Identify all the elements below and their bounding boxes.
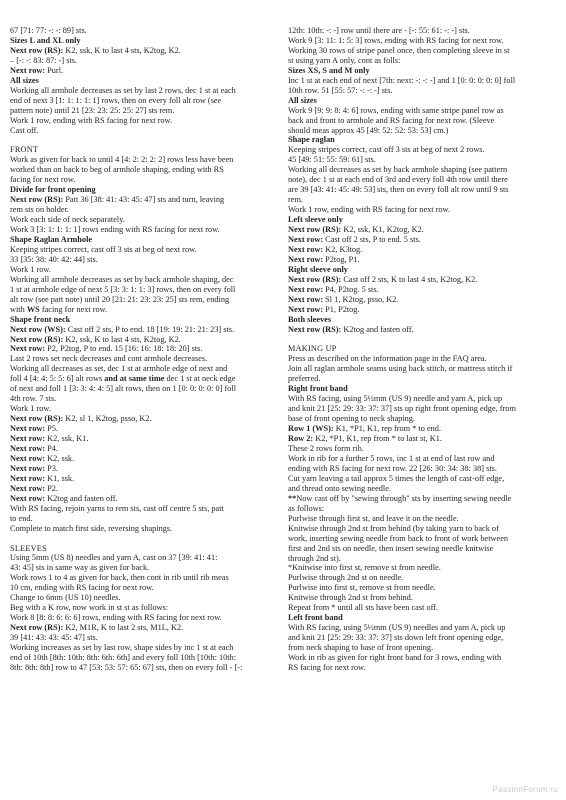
bold-text: Next row (RS):: [10, 195, 66, 205]
bold-text: Next row (RS):: [288, 274, 344, 284]
text-line: [288, 106, 552, 116]
line-text: dec 1 st at neck edge: [164, 374, 236, 384]
text-line: [10, 235, 274, 245]
text-line: [288, 583, 552, 593]
text-line: [288, 394, 552, 404]
line-text: facing for next row.: [10, 175, 76, 185]
text-line: [10, 354, 274, 364]
bold-text: All sizes: [10, 75, 39, 85]
text-line: [288, 464, 552, 474]
text-line: [288, 275, 552, 285]
text-line: [10, 255, 274, 265]
bold-text: Next row:: [288, 235, 326, 245]
text-line: [10, 524, 274, 534]
line-text: Last 2 rows set neck decreases and cont armhole decreases.: [10, 354, 208, 364]
text-line: [10, 335, 274, 345]
line-text: Work 1 row, ending with RS facing for next row.: [10, 115, 173, 125]
line-text: back and front to armhole and RS facing for next row. (Sleeve: [288, 115, 495, 125]
line-text: 10 cm, ending with RS facing for next row.: [10, 583, 154, 593]
bold-text: Next row:: [288, 294, 326, 304]
line-text: P2.: [47, 483, 59, 493]
text-line: [288, 573, 552, 583]
text-line: [288, 205, 552, 215]
line-text: Work 9 [9: 9: 8: 4: 6] rows, ending with same stripe panel row as: [288, 105, 504, 115]
bold-text: Next row:: [10, 453, 48, 463]
text-line: [10, 165, 274, 175]
text-line: [288, 126, 552, 136]
text-line: [288, 474, 552, 484]
text-line: [288, 623, 552, 633]
line-text: Purlwise through 2nd st on needle.: [288, 573, 404, 583]
line-text: Working increases as set by last row, shape sides by inc 1 st at each: [10, 643, 234, 653]
line-text: and knit 21 [25: 29: 33: 37: 37] sts up right front opening edge, from: [288, 404, 516, 414]
text-line: [10, 285, 274, 295]
bold-text: Right sleeve only: [288, 264, 348, 274]
line-text: *Knitwise into first st, remove st from needle.: [288, 563, 441, 573]
text-line: [288, 155, 552, 165]
text-line: [10, 474, 274, 484]
line-text: 33 [35: 38: 40: 42: 44] sts.: [10, 254, 98, 264]
line-text: P1, P2tog.: [325, 304, 360, 314]
text-line: [10, 563, 274, 573]
text-line: [10, 663, 274, 673]
bold-text: Next row (RS):: [10, 414, 66, 424]
line-text: With RS facing, rejoin yarns to rem sts, cast off centre 5 sts, patt: [10, 503, 224, 513]
text-line: [288, 285, 552, 295]
text-line: [288, 444, 552, 454]
bold-text: Next row (RS):: [10, 334, 66, 344]
text-line: [288, 484, 552, 494]
text-line: [10, 613, 274, 623]
line-text: are 39 [43: 41: 45: 49: 53] sts, then on every foll alt row until 9 sts: [288, 185, 509, 195]
line-text: Keeping stripes correct, cast off 3 sts at beg of next 2 rows.: [288, 145, 485, 155]
bold-text: Both sleeves: [288, 314, 332, 324]
bold-text: **: [288, 493, 297, 503]
text-line: [10, 573, 274, 583]
line-text: Knitwise through 2nd st from behind.: [288, 593, 413, 603]
text-line: [288, 295, 552, 305]
line-text: Work each side of neck separately.: [10, 215, 125, 225]
line-text: SLEEVES: [10, 543, 47, 553]
text-line: [10, 374, 274, 384]
line-text: 8th: 8th: 8th] row to 47 [53: 53: 57: 65: 67] sts, then on every foll - [-:: [10, 662, 243, 672]
line-text: Working all armhole decreases as set by last 2 rows, dec 1 st at each: [10, 85, 236, 95]
line-text: Now cast off by "sewing through" sts by inserting sewing needle: [296, 493, 512, 503]
text-line: [288, 36, 552, 46]
line-text: K1, *P1, K1, rep from * to end.: [335, 424, 442, 434]
text-line: [10, 653, 274, 663]
line-text: Cast off 2 sts, K to last 4 sts, K2tog, K2.: [343, 274, 478, 284]
text-line: [10, 205, 274, 215]
line-text: Work 8 [8: 8: 6: 6: 6] rows, ending with RS facing for next row.: [10, 613, 222, 623]
line-text: Working all decreases as set, dec 1 st at armhole edge of next and: [10, 364, 228, 374]
bold-text: Row 2:: [288, 434, 316, 444]
line-text: P2, P2tog, P to end. 15 [16: 16: 18: 18: 20] sts.: [47, 344, 203, 354]
text-line: [288, 66, 552, 76]
text-line: [288, 544, 552, 554]
bold-text: Left front band: [288, 613, 343, 623]
bold-text: Next row:: [10, 424, 48, 434]
text-line: [10, 504, 274, 514]
text-line: [288, 86, 552, 96]
text-line: [288, 384, 552, 394]
text-line: [10, 116, 274, 126]
line-text: K2, ssk, K to last 4 sts, K2tog, K2.: [65, 45, 181, 55]
line-text: from neck shaping to base of front opening.: [288, 643, 434, 653]
line-text: Work rows 1 to 4 as given for back, then cont in rib until rib meas: [10, 573, 229, 583]
text-line: [10, 56, 274, 66]
text-line: [10, 305, 274, 315]
line-text: K2, K3tog.: [325, 244, 363, 254]
bold-text: Divide for front opening: [10, 185, 96, 195]
text-line: [288, 76, 552, 86]
text-line: [10, 76, 274, 86]
bold-text: Next row:: [10, 483, 48, 493]
line-text: note), dec 1 st at each end of 3rd and every foll 4th row until there: [288, 175, 508, 185]
line-text: K1, ssk.: [47, 473, 75, 483]
text-line: [288, 603, 552, 613]
text-line: [10, 245, 274, 255]
line-text: Work 3 [3: 1: 1: 1: 1] rows ending with RS facing for next row.: [10, 225, 220, 235]
text-line: [288, 514, 552, 524]
text-line: [10, 464, 274, 474]
text-line: [288, 504, 552, 514]
text-line: [288, 165, 552, 175]
bold-text: Next row:: [10, 65, 48, 75]
bold-text: Next row (WS):: [10, 324, 68, 334]
line-text: and thread onto sewing needle.: [288, 483, 391, 493]
text-line: [10, 484, 274, 494]
line-text: K2, ssk, K to last 4 sts, K2tog, K2.: [65, 334, 181, 344]
text-line: [288, 534, 552, 544]
text-line: [288, 364, 552, 374]
line-text: pattern note) until 21 [23: 23: 25: 25: 27] sts rem.: [10, 105, 175, 115]
line-text: 43: 45] sts in same way as given for back.: [10, 563, 150, 573]
line-text: With RS facing, using 5½mm (US 9) needles and yarn A, pick up: [288, 623, 506, 633]
line-text: of next and foll 1 [3: 3: 4: 4: 5] alt rows, then on 1 [0: 0: 0: 0: 0] foll: [10, 384, 237, 394]
line-text: With RS facing, using 5½mm (US 9) needle and yarn A, pick up: [288, 394, 503, 404]
text-line: [10, 36, 274, 46]
line-text: RS facing for next row.: [288, 662, 366, 672]
text-line: [10, 325, 274, 335]
line-text: Patt 36 [38: 41: 43: 45: 47] sts and turn, leaving: [65, 195, 225, 205]
text-line: [288, 195, 552, 205]
text-line: [10, 553, 274, 563]
bold-text: Right front band: [288, 384, 348, 394]
text-line: [288, 414, 552, 424]
line-text: P5.: [47, 424, 59, 434]
line-text: Cast off 2 sts, P to end. 5 sts.: [325, 235, 421, 245]
bold-text: Next row (RS):: [288, 225, 344, 235]
bold-text: Next row:: [10, 344, 48, 354]
line-text: to end.: [10, 513, 33, 523]
text-line: [288, 454, 552, 464]
line-text: with: [10, 304, 27, 314]
text-line: [288, 354, 552, 364]
bold-text: WS: [26, 304, 40, 314]
left-column: [10, 26, 274, 673]
line-text: Work 1 row, ending with RS facing for next row.: [288, 205, 451, 215]
line-text: st using yarn A only, cont as folls:: [288, 55, 401, 65]
text-line: [288, 325, 552, 335]
bold-text: Next row (RS):: [10, 45, 66, 55]
text-line: [288, 255, 552, 265]
line-text: P3.: [47, 463, 59, 473]
text-line: [288, 26, 552, 36]
text-line: [288, 305, 552, 315]
line-text: alt row (see patt note) until 20 [21: 21: 23: 23: 25] sts rem, ending: [10, 294, 230, 304]
line-text: Purlwise through first st, and leave it on the needle.: [288, 513, 459, 523]
bold-text: Next row:: [10, 463, 48, 473]
line-text: Complete to match first side, reversing shapings.: [10, 523, 173, 533]
bold-text: Next row (RS):: [288, 324, 344, 334]
line-text: work, inserting sewing needle from back to front of work between: [288, 533, 509, 543]
line-text: FRONT: [10, 145, 39, 155]
text-line: [10, 394, 274, 404]
line-text: 67 [71: 77: -: -: 89] sts.: [10, 26, 87, 35]
bold-text: Shape raglan: [288, 135, 335, 145]
text-line: [10, 106, 274, 116]
text-line: [10, 26, 274, 36]
text-line: [10, 295, 274, 305]
bold-text: Sizes L and XL only: [10, 35, 81, 45]
text-line: [10, 315, 274, 325]
line-text: Working all armhole decreases as set by back armhole shaping, dec: [10, 274, 234, 284]
text-line: [288, 215, 552, 225]
text-line: [288, 235, 552, 245]
text-line: [288, 554, 552, 564]
text-line: [10, 265, 274, 275]
text-line: [10, 66, 274, 76]
text-line: [288, 404, 552, 414]
line-text: P4.: [47, 444, 59, 454]
text-line: [10, 643, 274, 653]
text-line: [10, 96, 274, 106]
text-line: [288, 653, 552, 663]
bold-text: Shape Raglan Armhole: [10, 235, 93, 244]
text-line: [10, 583, 274, 593]
text-line: [10, 633, 274, 643]
bold-text: All sizes: [288, 95, 317, 105]
line-text: Beg with a K row, now work in st st as follows:: [10, 603, 169, 613]
line-text: Work in rib for a further 5 rows, inc 1 st at end of last row and: [288, 453, 495, 463]
line-text: Work 1 row.: [10, 404, 51, 414]
line-text: Knitwise through 2nd st from behind (by taking yarn to back of: [288, 523, 499, 533]
text-line: [288, 663, 552, 673]
right-column: [288, 26, 552, 673]
bold-text: Left sleeve only: [288, 215, 343, 225]
line-text: and knit 21 [25: 29: 33: 37: 37] sts down left front opening edge,: [288, 633, 504, 643]
line-text: should meas approx 45 [49: 52: 52: 53: 53] cm.): [288, 125, 449, 135]
line-text: end of 10th [8th: 10th: 8th: 6th: 6th] and every foll 10th [10th: 10th:: [10, 653, 237, 663]
line-text: ending with RS facing for next row. 22 [26: 30: 34: 38: 38] sts.: [288, 463, 497, 473]
line-text: Work as given for back to until 4 [4: 2: 2: 2: 2] rows less have been: [10, 155, 234, 165]
text-line: [10, 384, 274, 394]
text-line: [10, 454, 274, 464]
bold-text: Row 1 (WS):: [288, 424, 336, 434]
line-text: through 2nd st).: [288, 553, 341, 563]
bold-text: Next row:: [288, 304, 326, 314]
text-line: [10, 444, 274, 454]
line-text: These 2 rows form rib.: [288, 444, 364, 454]
text-line: [288, 145, 552, 155]
text-line: [10, 494, 274, 504]
line-text: Repeat from * until all sts have been cast off.: [288, 603, 439, 613]
line-text: foll 4 [4: 4: 5: 5: 6] alt rows: [10, 374, 105, 384]
line-text: Work 9 [3: 11: 1: 5: 3] rows, ending with RS facing for next row.: [288, 35, 504, 45]
text-line: [10, 185, 274, 195]
text-line: [288, 613, 552, 623]
line-text: Working all decreases as set by back armhole shaping (see pattern: [288, 165, 508, 175]
line-text: P2tog, P1.: [325, 254, 360, 264]
bold-text: Next row:: [10, 434, 48, 444]
line-text: Cast off 2 sts, P to end. 18 [19: 19: 21: 21: 23] sts.: [67, 324, 235, 334]
paragraph-gap: [10, 534, 274, 544]
section-heading: [288, 344, 552, 354]
line-text: 45 [49: 51: 55: 59: 61] sts.: [288, 155, 376, 165]
line-text: Cast off.: [10, 125, 39, 135]
text-line: [288, 46, 552, 56]
line-text: preferred.: [288, 374, 321, 384]
line-text: K2tog and fasten off.: [47, 493, 118, 503]
line-text: as follows:: [288, 503, 325, 513]
text-line: [288, 494, 552, 504]
text-line: [288, 245, 552, 255]
bold-text: Next row:: [10, 493, 48, 503]
text-line: [10, 364, 274, 374]
text-line: [10, 404, 274, 414]
bold-text: Sizes XS, S and M only: [288, 65, 370, 75]
line-text: first and 2nd sts on needle, then insert sewing needle knitwise: [288, 543, 494, 553]
text-line: [10, 434, 274, 444]
line-text: rem.: [288, 195, 303, 205]
text-line: [10, 275, 274, 285]
text-line: [10, 593, 274, 603]
line-text: MAKING UP: [288, 344, 337, 354]
text-line: [10, 195, 274, 205]
text-line: [288, 175, 552, 185]
paragraph-gap: [10, 135, 274, 145]
text-line: [10, 215, 274, 225]
text-line: [288, 135, 552, 145]
text-line: [10, 126, 274, 136]
line-text: Cut yarn leaving a tail approx 5 times the length of cast-off edge,: [288, 473, 505, 483]
text-line: [288, 593, 552, 603]
text-line: [10, 424, 274, 434]
text-line: [288, 633, 552, 643]
text-line: [10, 175, 274, 185]
bold-text: Next row:: [288, 284, 326, 294]
section-heading: [10, 145, 274, 155]
line-text: 39 [41: 43: 43: 45: 47] sts.: [10, 633, 98, 643]
line-text: Join all raglan armhole seams using back stitch, or mattress stitch if: [288, 364, 513, 374]
line-text: Using 5mm (US 8) needles and yarn A, cast on 37 [39: 41: 41:: [10, 553, 218, 563]
line-text: K2, *P1, K1, rep from * to last st, K1.: [315, 434, 442, 444]
text-line: [288, 563, 552, 573]
line-text: K2, ssk, K1.: [47, 434, 89, 444]
line-text: Change to 6mm (US 10) needles.: [10, 593, 121, 603]
line-text: Sl 1, K2tog, psso, K2.: [325, 294, 399, 304]
line-text: 12th: 10th: -: -] row until there are - [-: 55: 61: -: -] sts.: [288, 26, 470, 35]
text-line: [10, 514, 274, 524]
text-line: [10, 225, 274, 235]
text-line: [288, 424, 552, 434]
line-text: Purl.: [47, 65, 64, 75]
text-line: [288, 434, 552, 444]
text-line: [288, 643, 552, 653]
bold-text: Next row:: [10, 444, 48, 454]
line-text: facing for next row.: [39, 304, 108, 314]
text-line: [288, 315, 552, 325]
line-text: base of front opening to neck shaping.: [288, 414, 415, 424]
line-text: Purlwise into first st, remove st from needle.: [288, 583, 436, 593]
line-text: 1 st at armhole edge of next 5 [3: 3: 1: 1: 3] rows, then on every foll: [10, 284, 236, 294]
text-line: [10, 86, 274, 96]
line-text: K2, sl 1, K2tog, psso, K2.: [65, 414, 152, 424]
line-text: Press as described on the information page in the FAQ area.: [288, 354, 487, 364]
line-text: Working 30 rows of stripe panel once, then completing sleeve in st: [288, 45, 510, 55]
text-line: [10, 414, 274, 424]
text-line: [288, 524, 552, 534]
bold-text: Next row:: [10, 473, 48, 483]
text-line: [288, 56, 552, 66]
line-text: Work in rib as given for right front band for 3 rows, ending with: [288, 653, 502, 663]
bold-text: Next row:: [288, 244, 326, 254]
line-text: K2tog and fasten off.: [343, 324, 414, 334]
text-line: [288, 96, 552, 106]
text-line: [288, 374, 552, 384]
line-text: P4, P2tog. 5 sts.: [325, 284, 379, 294]
text-line: [10, 155, 274, 165]
bold-text: Shape front neck: [10, 314, 71, 324]
text-line: [288, 225, 552, 235]
section-heading: [10, 544, 274, 554]
text-line: [10, 603, 274, 613]
line-text: 4th row. 7 sts.: [10, 394, 57, 404]
line-text: 10th row. 51 [55: 57: -: -: -] sts.: [288, 85, 393, 95]
watermark: PassionForum.ru: [492, 785, 558, 794]
text-line: [288, 116, 552, 126]
line-text: end of next 3 [1: 1: 1: 1: 1] rows, then on every foll alt row (see: [10, 95, 222, 105]
text-line: [10, 623, 274, 633]
line-text: Keeping stripes correct, cast off 3 sts at beg of next row.: [10, 244, 197, 254]
line-text: Inc 1 st at each end of next [7th: next: -: -: -] and 1 [0: 0: 0: 0: 0] foll: [288, 75, 516, 85]
text-line: [10, 344, 274, 354]
line-text: worked than on back to beg of armhole shaping, ending with RS: [10, 165, 224, 175]
paragraph-gap: [288, 335, 552, 345]
line-text: K2, ssk, K1, K2tog, K2.: [343, 225, 424, 235]
text-line: [288, 265, 552, 275]
bold-text: and at same time: [104, 374, 165, 384]
line-text: K2, M1R, K to last 2 sts, M1L, K2.: [65, 623, 184, 633]
line-text: – [-: -: 83: 87: -] sts.: [10, 55, 78, 65]
line-text: K2, ssk.: [47, 453, 75, 463]
text-line: [288, 185, 552, 195]
bold-text: Next row:: [288, 254, 326, 264]
bold-text: Next row (RS):: [10, 623, 66, 633]
text-line: [10, 46, 274, 56]
line-text: Work 1 row.: [10, 264, 51, 274]
line-text: rem sts on holder.: [10, 205, 69, 215]
